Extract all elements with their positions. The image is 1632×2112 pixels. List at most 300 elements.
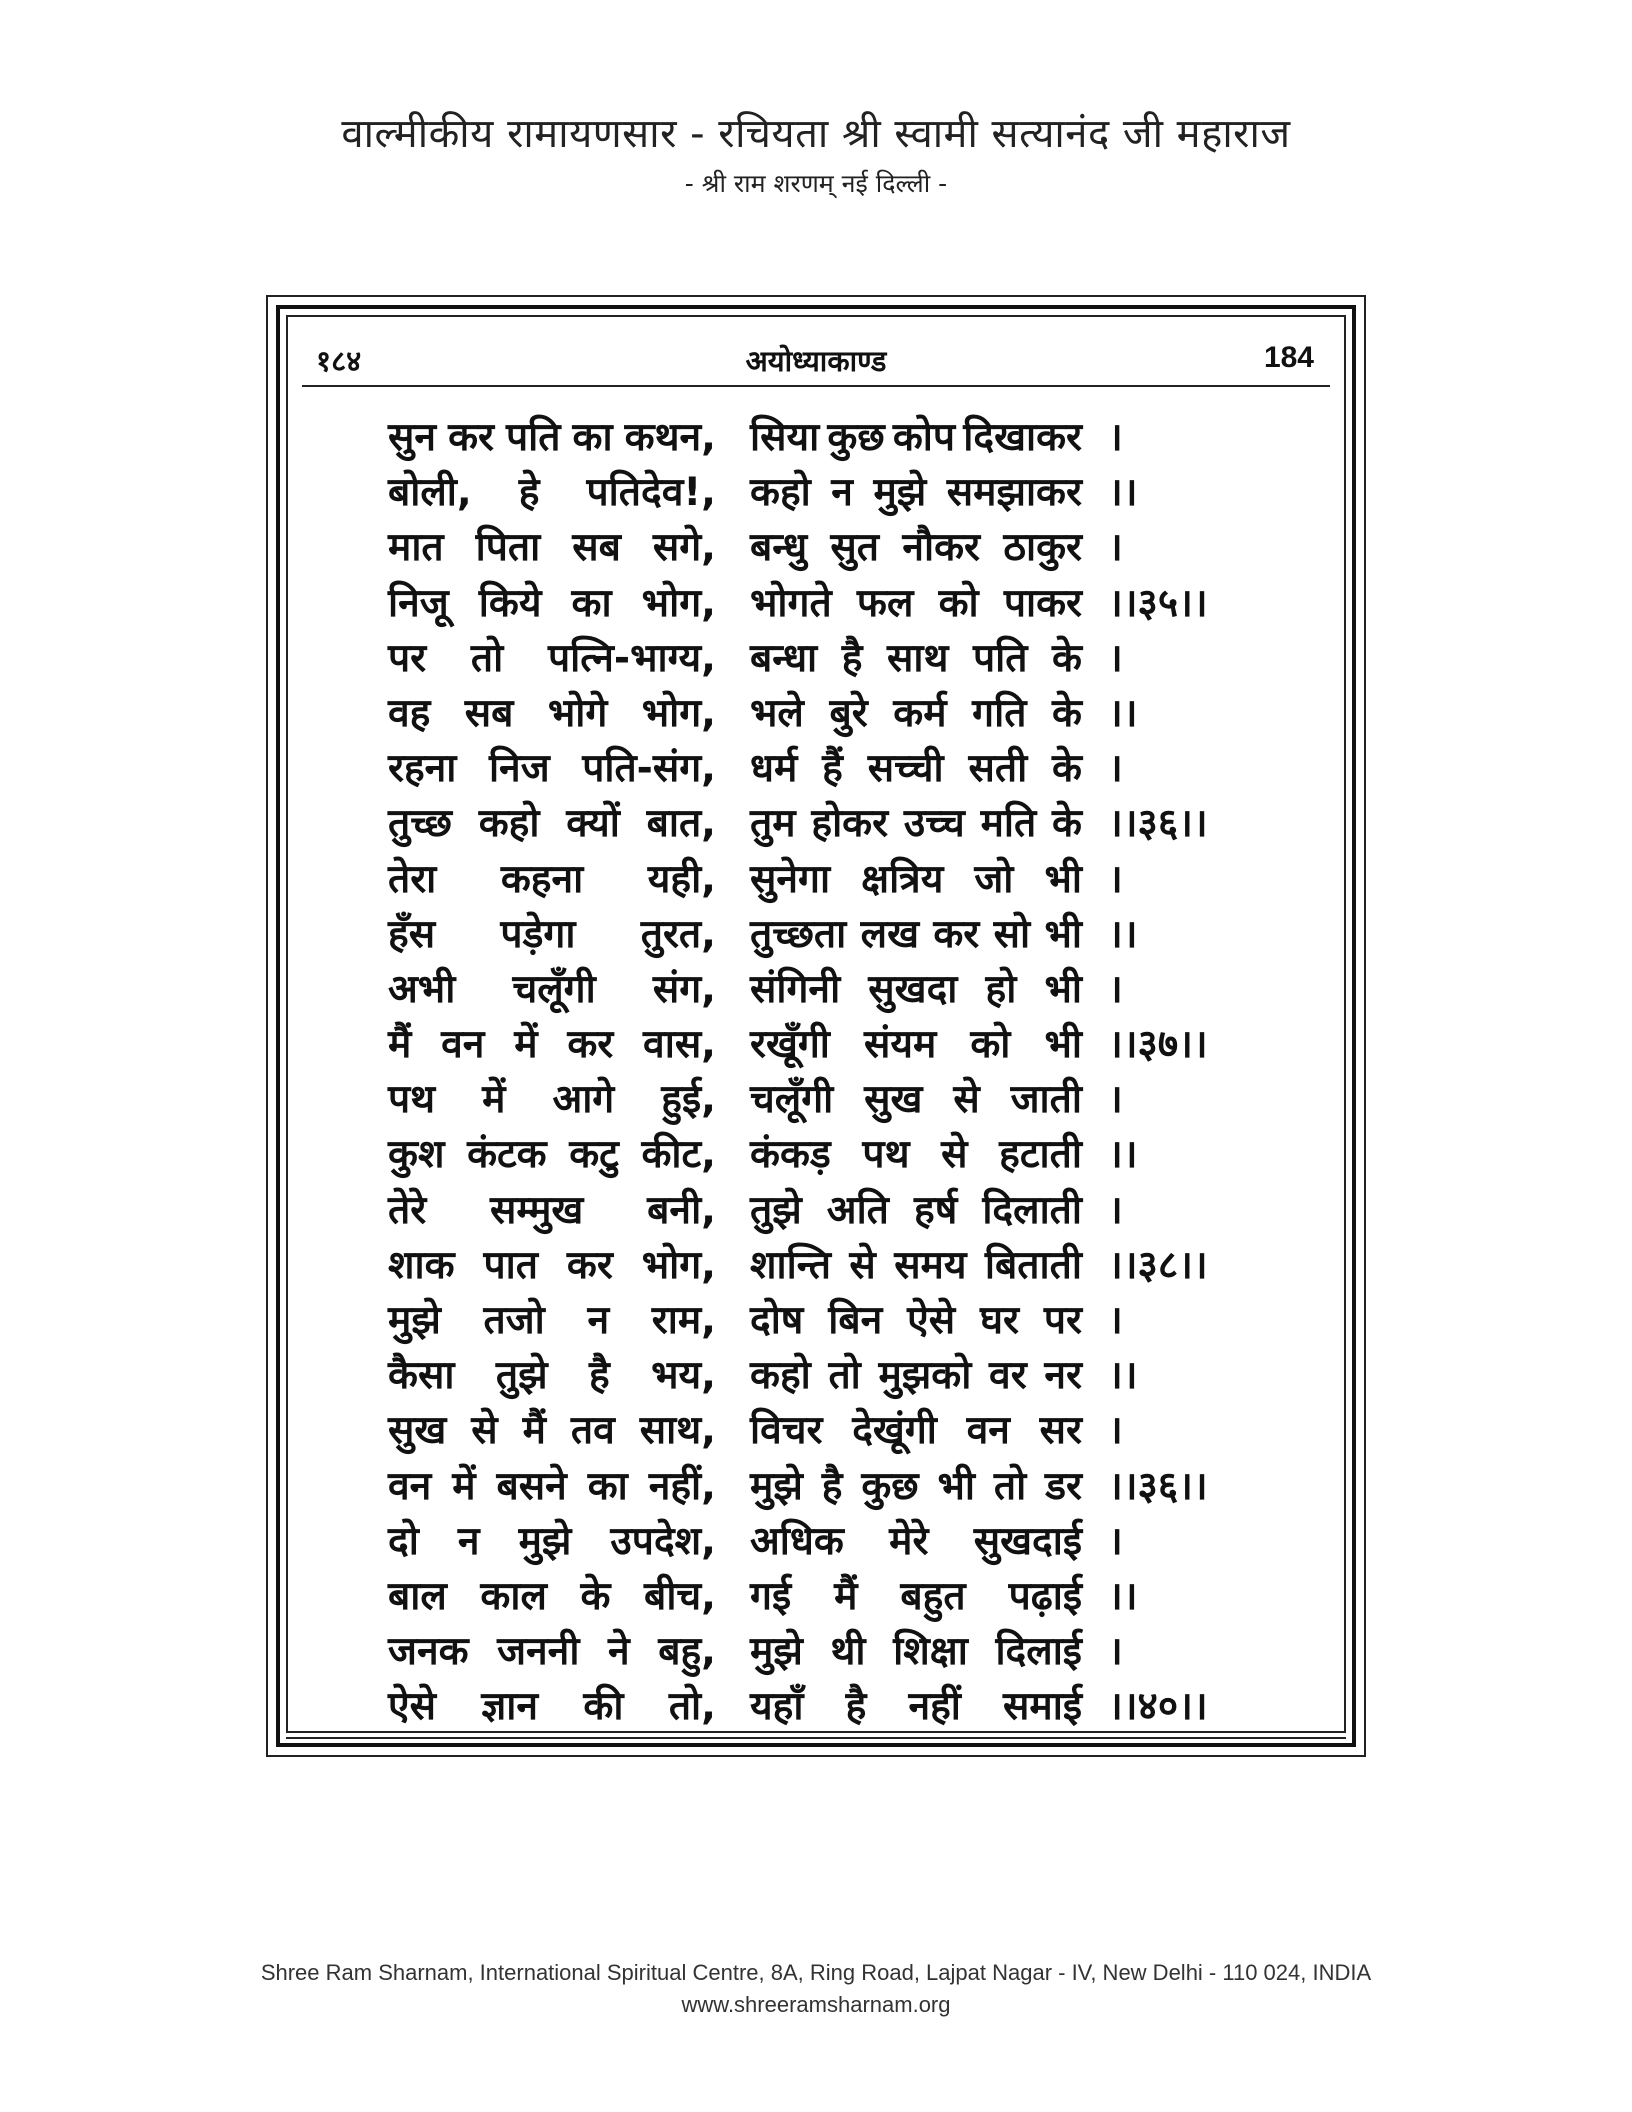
verse-line: [388, 1562, 1288, 1617]
verse-first-half: [388, 685, 716, 738]
verse-word: रखूँगी: [750, 1022, 830, 1068]
verse-mark: ।: [1108, 966, 1123, 1012]
verse-line: [388, 1507, 1288, 1562]
verse-word: पथ: [388, 1077, 436, 1123]
verse-word: वह: [388, 690, 431, 736]
verse-word: शान्ति: [750, 1242, 831, 1288]
verse-word: डर: [1045, 1463, 1082, 1509]
verse-word: सुनेगा: [750, 856, 831, 902]
verse-first-half: [388, 1623, 716, 1676]
verse-word: घर: [979, 1298, 1019, 1343]
verse-word: सिया: [750, 415, 820, 460]
verse-word: मात: [388, 525, 444, 571]
verse-word: कटु: [569, 1132, 619, 1178]
verse-first-half: [388, 519, 716, 572]
verse-list: [388, 403, 1288, 1728]
verse-line: [388, 734, 1288, 792]
verse-word: पड़ेगा: [500, 911, 576, 957]
verse-word: बाल: [388, 1573, 447, 1619]
verse-word: वन: [388, 1463, 432, 1509]
verse-second-half: [750, 1292, 1082, 1345]
verse-line: [388, 1010, 1288, 1068]
verse-second-half: [750, 1458, 1082, 1511]
verse-word: मुझे: [873, 470, 927, 516]
verse-word: बुरे: [829, 690, 868, 736]
verse-mark: ।।: [1108, 470, 1138, 516]
verse-word: बहु,: [658, 1629, 716, 1675]
verse-word: भोगे: [547, 690, 608, 736]
verse-word: नहीं,: [648, 1463, 716, 1509]
verse-word: चलूँगी: [512, 966, 596, 1012]
verse-word: जाती: [1010, 1077, 1082, 1123]
verse-first-half: [388, 1237, 716, 1290]
page-number: 184: [1263, 341, 1314, 374]
verse-word: में: [482, 1077, 506, 1123]
verse-word: कंकड़: [750, 1132, 831, 1178]
verse-word: लख: [860, 911, 919, 957]
verse-word: पत्नि-भाग्य,: [548, 635, 716, 681]
verse-word: ऐसे: [907, 1298, 956, 1343]
verse-line: [388, 403, 1288, 458]
verse-word: कंटक: [467, 1132, 547, 1178]
verse-word: कर: [933, 911, 980, 957]
verse-word: की: [583, 1684, 624, 1730]
verse-word: बन्धा: [750, 635, 818, 681]
verse-word: तव: [570, 1408, 615, 1454]
verse-first-half: [388, 1678, 716, 1731]
verse-word: तजो: [483, 1298, 545, 1343]
verse-word: तो,: [668, 1684, 716, 1730]
verse-word: तेरा: [388, 856, 437, 902]
verse-second-half: [750, 1623, 1082, 1676]
verse-word: ने: [607, 1629, 630, 1675]
verse-word: अभी: [388, 966, 456, 1012]
verse-word: सर: [1039, 1408, 1082, 1454]
verse-word: वर: [989, 1353, 1027, 1399]
verse-word: जो: [974, 856, 1014, 902]
verse-mark: ।।४०।।: [1108, 1684, 1208, 1730]
footer-address: Shree Ram Sharnam, International Spiritual Centre, 8A, Ring Road, Lajpat Nagar - IV, New Delhi - 110 024, INDIA: [260, 1960, 1372, 1985]
verse-second-half: [750, 1182, 1082, 1235]
verse-word: नहीं: [908, 1684, 961, 1730]
verse-word: दिखाकर: [963, 415, 1082, 460]
verse-word: पतिदेव!,: [586, 470, 716, 516]
verse-word: भोग,: [641, 1242, 716, 1288]
verse-word: कीट,: [641, 1132, 716, 1178]
verse-word: तुझे: [495, 1353, 548, 1399]
verse-word: क्यों: [566, 801, 620, 847]
verse-word: हुई,: [661, 1077, 716, 1123]
verse-word: देखूंगी: [852, 1408, 937, 1454]
verse-word: मेरे: [889, 1518, 929, 1564]
verse-first-half: [388, 1568, 716, 1621]
verse-word: मति: [980, 801, 1037, 847]
verse-word: मुझे: [750, 1463, 803, 1509]
verse-line: [388, 1065, 1288, 1123]
section-title: अयोध्याकाण्ड: [745, 344, 887, 378]
verse-word: न: [831, 470, 853, 516]
verse-word: तो: [993, 1463, 1027, 1509]
verse-mark: ।: [1108, 746, 1123, 792]
verse-first-half: [388, 795, 716, 848]
verse-word: विचर: [750, 1408, 823, 1454]
bottom-divider: [286, 1737, 1346, 1739]
verse-word: समाई: [1003, 1684, 1082, 1730]
verse-first-half: [388, 1126, 716, 1179]
verse-word: भी: [1044, 1022, 1082, 1068]
verse-word: पर: [1043, 1298, 1082, 1343]
verse-second-half: [750, 1126, 1082, 1179]
verse-word: गई: [750, 1573, 792, 1619]
verse-word: में: [514, 1022, 538, 1068]
verse-word: सुत: [830, 525, 879, 571]
verse-word: हो: [985, 966, 1017, 1012]
verse-word: के: [1052, 635, 1082, 681]
verse-word: का: [571, 580, 612, 626]
verse-word: संयम: [863, 1022, 937, 1068]
verse-word: कैसा: [388, 1353, 455, 1399]
header-divider: [302, 385, 1330, 387]
verse-word: भी: [937, 1463, 976, 1509]
verse-word: सो: [993, 911, 1031, 957]
verse-word: तुम: [750, 801, 796, 847]
verse-mark: ।: [1108, 415, 1123, 460]
verse-word: कोप: [892, 415, 956, 460]
verse-word: बन्धु: [750, 525, 808, 571]
verse-word: मुझे: [518, 1518, 572, 1564]
verse-word: मैं: [522, 1408, 546, 1454]
verse-word: दिलाई: [995, 1629, 1082, 1675]
verse-word: जनक: [388, 1629, 469, 1675]
verse-word: शाक: [388, 1242, 455, 1288]
verse-word: का: [587, 1463, 628, 1509]
verse-second-half: [750, 1237, 1082, 1290]
verse-word: बिन: [828, 1298, 883, 1343]
verse-word: कथन,: [624, 415, 716, 460]
verse-word: सुख: [864, 1077, 923, 1123]
content-box: [286, 315, 1346, 1733]
verse-word: पर: [388, 635, 427, 681]
verse-mark: ।: [1108, 635, 1123, 681]
verse-word: भले: [750, 690, 804, 736]
verse-second-half: [750, 906, 1082, 959]
verse-first-half: [388, 1347, 716, 1400]
verse-word: हँस: [388, 911, 436, 957]
verse-word: भी: [1044, 966, 1082, 1012]
verse-first-half: [388, 575, 716, 628]
verse-word: भोग,: [641, 580, 716, 626]
verse-word: से: [941, 1132, 968, 1178]
verse-line: [388, 1396, 1288, 1454]
verse-word: क्षत्रिय: [861, 856, 944, 902]
verse-mark: ।।: [1108, 1353, 1138, 1399]
verse-second-half: [750, 630, 1082, 683]
verse-line: [388, 1176, 1288, 1231]
verse-word: मैं: [834, 1573, 858, 1619]
verse-word: रहना: [388, 746, 457, 792]
verse-word: कर: [448, 415, 494, 460]
verse-second-half: [750, 685, 1082, 738]
verse-word: मुझे: [388, 1298, 441, 1343]
verse-word: आगे: [552, 1077, 615, 1123]
verse-word: मैं: [388, 1022, 412, 1068]
verse-second-half: [750, 409, 1082, 462]
verse-first-half: [388, 1292, 716, 1345]
verse-second-half: [750, 851, 1082, 904]
verse-first-half: [388, 409, 716, 462]
verse-word: है: [588, 1353, 610, 1399]
verse-mark: ।: [1108, 1187, 1123, 1233]
verse-word: थी: [830, 1629, 866, 1675]
verse-line: [388, 624, 1288, 679]
verse-second-half: [750, 1678, 1082, 1731]
verse-word: पिता: [475, 525, 541, 571]
verse-word: कर्म: [893, 690, 947, 736]
verse-mark: ।: [1108, 525, 1123, 571]
verse-word: गति: [972, 690, 1027, 736]
verse-line: [388, 1452, 1288, 1507]
verse-word: बिताती: [984, 1242, 1082, 1288]
verse-word: पढ़ाई: [1008, 1573, 1082, 1619]
verse-word: पति: [506, 415, 561, 460]
verse-word: सती: [968, 746, 1028, 792]
verse-word: बोली,: [388, 470, 472, 516]
verse-word: से: [953, 1077, 980, 1123]
verse-word: के: [580, 1573, 611, 1619]
verse-word: सब: [464, 690, 514, 736]
verse-word: मुझको: [878, 1353, 972, 1399]
verse-word: सुख: [388, 1408, 447, 1454]
verse-word: पात: [483, 1242, 538, 1288]
verse-line: [388, 1617, 1288, 1675]
verse-word: राम,: [651, 1298, 716, 1343]
verse-word: कहो: [478, 801, 540, 847]
verse-word: ज्ञान: [481, 1684, 539, 1730]
verse-word: दो: [388, 1518, 419, 1564]
verse-line: [388, 513, 1288, 571]
verse-word: का: [572, 415, 613, 460]
verse-mark: ।।: [1108, 690, 1138, 736]
verse-word: पाकर: [1003, 580, 1082, 626]
verse-mark: ।।: [1108, 911, 1138, 957]
verse-word: के: [1052, 746, 1082, 792]
verse-word: कहो: [750, 1353, 811, 1399]
verse-word: पति-संग,: [582, 746, 716, 792]
verse-word: न: [457, 1518, 480, 1564]
verse-first-half: [388, 961, 716, 1014]
verse-mark: ।: [1108, 1518, 1123, 1564]
verse-word: सगे,: [652, 525, 716, 571]
verse-word: मुझे: [750, 1629, 803, 1675]
verse-line: [388, 1341, 1288, 1399]
verse-word: पति: [972, 635, 1028, 681]
verse-word: समझाकर: [946, 470, 1082, 516]
verse-word: संग,: [652, 966, 716, 1012]
verse-first-half: [388, 630, 716, 683]
verse-word: उच्च: [903, 801, 965, 847]
verse-mark: ।: [1108, 1629, 1123, 1675]
verse-word: सब: [572, 525, 621, 571]
verse-line: [388, 569, 1288, 624]
book-title: वाल्मीकीय रामायणसार - रचियता श्री स्वामी सत्यानंद जी महाराज: [341, 111, 1291, 157]
verse-word: साथ: [887, 635, 949, 681]
verse-word: न: [587, 1298, 610, 1343]
verse-mark: ।: [1108, 856, 1123, 902]
verse-word: धर्म: [750, 746, 798, 792]
verse-word: तो: [828, 1353, 861, 1399]
running-head: [310, 337, 1322, 381]
verse-word: तुरत,: [640, 911, 716, 957]
verse-word: भोग,: [641, 690, 716, 736]
verse-word: काल: [480, 1573, 547, 1619]
verse-second-half: [750, 519, 1082, 572]
verse-word: है: [821, 1463, 843, 1509]
verse-word: संगिनी: [750, 966, 841, 1012]
verse-line: [388, 1120, 1288, 1178]
verse-first-half: [388, 906, 716, 959]
verse-first-half: [388, 1513, 716, 1566]
verse-word: साथ,: [639, 1408, 716, 1454]
verse-word: बहुत: [900, 1573, 966, 1619]
verse-word: सुखदाई: [973, 1518, 1082, 1564]
verse-word: तुझे: [750, 1187, 802, 1233]
verse-mark: ।।: [1108, 1132, 1138, 1178]
verse-word: कुश: [388, 1132, 445, 1178]
verse-word: कर: [566, 1242, 613, 1288]
page-number-devanagari: १८४: [316, 344, 362, 378]
verse-word: कर: [567, 1022, 614, 1068]
verse-word: फल: [856, 580, 914, 626]
verse-word: चलूँगी: [750, 1077, 834, 1123]
verse-second-half: [750, 1513, 1082, 1566]
verse-word: बसने: [496, 1463, 567, 1509]
verse-second-half: [750, 1347, 1082, 1400]
verse-first-half: [388, 740, 716, 793]
verse-first-half: [388, 1071, 716, 1124]
verse-word: यही,: [647, 856, 716, 902]
page-frame: [266, 295, 1366, 1757]
verse-second-half: [750, 740, 1082, 793]
verse-first-half: [388, 851, 716, 904]
frame-border: [276, 305, 1356, 1747]
verse-word: जननी: [497, 1629, 580, 1675]
verse-word: हटाती: [999, 1132, 1082, 1178]
verse-first-half: [388, 1182, 716, 1235]
verse-word: वास,: [643, 1022, 716, 1068]
verse-line: [388, 679, 1288, 734]
verse-word: दिलाती: [982, 1187, 1082, 1233]
verse-word: तो: [470, 635, 504, 681]
verse-word: कहो: [750, 470, 811, 516]
verse-mark: ।: [1108, 1408, 1123, 1454]
verse-word: को: [970, 1022, 1011, 1068]
footer-website: www.shreeramsharnam.org: [681, 1992, 951, 2017]
verse-word: सुखदा: [868, 966, 958, 1012]
verse-word: निजू: [388, 580, 449, 626]
verse-second-half: [750, 464, 1082, 517]
verse-word: भोगते: [750, 580, 832, 626]
verse-first-half: [388, 464, 716, 517]
verse-mark: ।।३५।।: [1108, 580, 1208, 626]
verse-word: निज: [488, 746, 550, 792]
verse-word: ठाकुर: [1003, 525, 1082, 571]
verse-second-half: [750, 1568, 1082, 1621]
verse-line: [388, 458, 1288, 516]
verse-first-half: [388, 1016, 716, 1069]
verse-word: हर्ष: [913, 1187, 958, 1233]
verse-line: [388, 1286, 1288, 1341]
verse-word: तुच्छ: [388, 801, 452, 847]
verse-word: सम्मुख: [490, 1187, 584, 1233]
verse-word: तेरे: [388, 1187, 427, 1233]
verse-word: अधिक: [750, 1518, 844, 1564]
verse-word: दोष: [750, 1298, 804, 1343]
verse-word: बनी,: [647, 1187, 716, 1233]
verse-mark: ।।: [1108, 1573, 1138, 1619]
verse-second-half: [750, 1016, 1082, 1069]
verse-first-half: [388, 1402, 716, 1455]
verse-line: [388, 955, 1288, 1010]
verse-word: तुच्छता: [750, 911, 847, 957]
verse-word: यहाँ: [750, 1684, 804, 1730]
verse-mark: ।: [1108, 1298, 1123, 1343]
verse-word: को: [938, 580, 979, 626]
verse-second-half: [750, 961, 1082, 1014]
verse-line: [388, 1231, 1288, 1286]
verse-word: कुछ: [861, 1463, 919, 1509]
verse-word: सुन: [388, 415, 437, 460]
verse-line: [388, 900, 1288, 955]
verse-line: [388, 1672, 1288, 1730]
verse-word: शिक्षा: [893, 1629, 968, 1675]
verse-mark: ।।३८।।: [1108, 1242, 1208, 1288]
verse-word: पथ: [862, 1132, 910, 1178]
verse-word: कहना: [500, 856, 584, 902]
verse-word: भी: [1044, 856, 1082, 902]
verse-mark: ।: [1108, 1077, 1123, 1123]
verse-word: होकर: [811, 801, 889, 847]
verse-word: सच्ची: [867, 746, 944, 792]
verse-word: उपदेश,: [610, 1518, 716, 1564]
verse-word: बीच,: [644, 1573, 716, 1619]
verse-mark: ।।३७।।: [1108, 1022, 1208, 1068]
verse-word: बात,: [646, 801, 716, 847]
verse-word: समय: [894, 1242, 967, 1288]
verse-mark: ।।३६।।: [1108, 1463, 1208, 1509]
verse-first-half: [388, 1458, 716, 1511]
verse-word: भय,: [651, 1353, 716, 1399]
verse-word: अति: [826, 1187, 889, 1233]
verse-second-half: [750, 575, 1082, 628]
verse-second-half: [750, 795, 1082, 848]
verse-word: से: [471, 1408, 498, 1454]
verse-word: नौकर: [902, 525, 980, 571]
verse-word: वन: [966, 1408, 1010, 1454]
verse-second-half: [750, 1071, 1082, 1124]
verse-word: के: [1052, 690, 1082, 736]
verse-word: ऐसे: [388, 1684, 436, 1730]
verse-mark: ।।३६।।: [1108, 801, 1208, 847]
verse-second-half: [750, 1402, 1082, 1455]
verse-line: [388, 789, 1288, 847]
verse-word: में: [452, 1463, 476, 1509]
verse-word: है: [845, 1684, 867, 1730]
publisher-line: - श्री राम शरणम् नई दिल्ली -: [684, 169, 948, 198]
verse-word: किये: [478, 580, 542, 626]
verse-word: नर: [1044, 1353, 1082, 1399]
verse-word: वन: [441, 1022, 485, 1068]
verse-word: है: [841, 635, 863, 681]
